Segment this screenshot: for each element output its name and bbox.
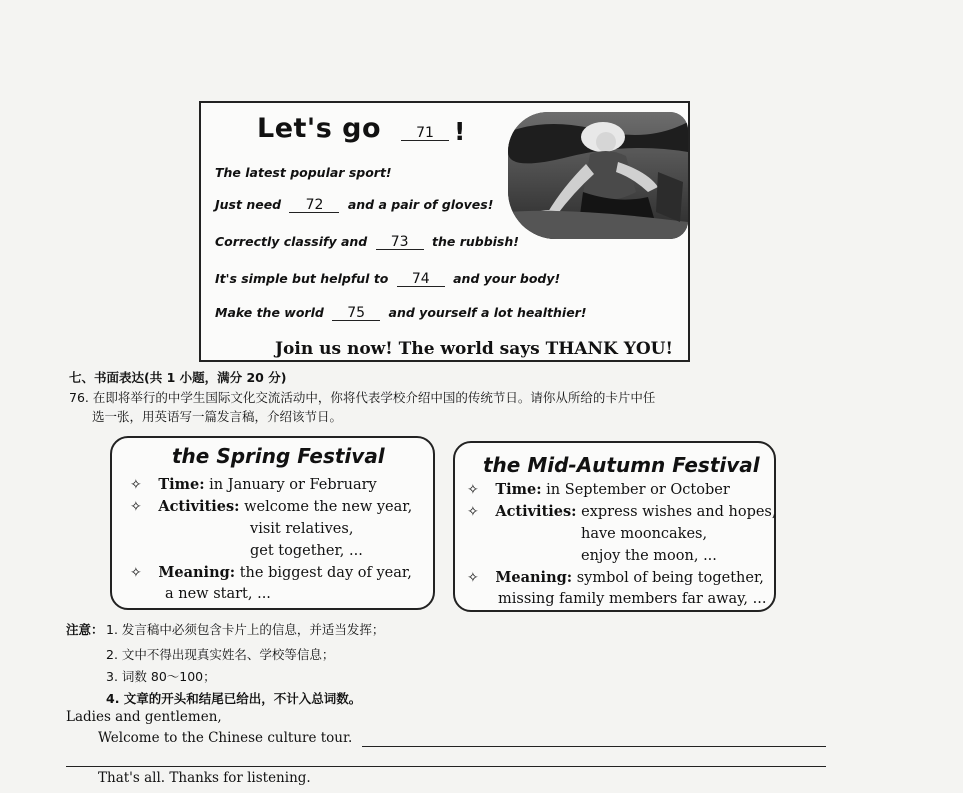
poster-line-3 xyxy=(215,234,519,250)
poster-line-text: the rubbish! xyxy=(431,234,519,249)
sparkle-icon: ✧ xyxy=(467,570,479,586)
poster-line-text: Correctly classify and xyxy=(215,234,368,249)
poster-line-text: and yourself a lot healthier! xyxy=(388,305,587,320)
poster-line-1 xyxy=(215,165,392,180)
poster-footer: Join us now! The world says THANK YOU! xyxy=(275,339,673,359)
meaning-label: Meaning: xyxy=(158,564,236,581)
sparkle-icon: ✧ xyxy=(467,482,479,498)
card-meaning-row xyxy=(130,564,412,581)
meaning-label: Meaning: xyxy=(495,569,573,586)
poster-line-2 xyxy=(215,197,493,213)
sparkle-icon: ✧ xyxy=(467,504,479,520)
card-mid-autumn-festival xyxy=(453,441,776,612)
poster-line-text: It's simple but helpful to xyxy=(215,271,389,286)
sparkle-icon: ✧ xyxy=(130,565,142,581)
card-time-row xyxy=(130,476,377,493)
card-time-row xyxy=(467,481,730,498)
meaning-value: symbol of being together, xyxy=(576,570,764,586)
poster-line-text: Make the world xyxy=(215,305,324,320)
activity-item: express wishes and hopes, xyxy=(581,504,777,520)
card-title: the Spring Festival xyxy=(172,444,385,468)
poster-exclaim: ! xyxy=(454,117,466,146)
card-title: the Mid-Autumn Festival xyxy=(483,453,760,477)
writing-line[interactable] xyxy=(66,766,826,767)
activity-item: get together, ... xyxy=(250,543,363,559)
poster-line-4 xyxy=(215,271,560,287)
activity-item: have mooncakes, xyxy=(581,526,708,542)
card-activities-row xyxy=(467,503,777,520)
activity-item: visit relatives, xyxy=(250,521,354,537)
poster-line-text: Just need xyxy=(215,197,282,212)
question-line-2: 选一张，用英语写一篇发言稿，介绍该节日。 xyxy=(92,409,343,424)
activity-item: enjoy the moon, ... xyxy=(581,548,717,564)
time-value: in September or October xyxy=(546,482,730,498)
poster xyxy=(199,101,690,362)
sparkle-icon: ✧ xyxy=(130,477,142,493)
time-label: Time: xyxy=(158,476,205,493)
notes-label: 注意： xyxy=(66,622,104,637)
note-item: 2. 文中不得出现真实姓名、学校等信息； xyxy=(106,647,335,662)
question-line-1: 76. 在即将举行的中学生国际文化交流活动中，你将代表学校介绍中国的传统节日。请你从所给的卡片中任 xyxy=(69,390,656,405)
poster-title: Let's go xyxy=(257,113,382,144)
section-heading: 七、书面表达(共 1 小题，满分 20 分) xyxy=(69,370,287,385)
time-label: Time: xyxy=(495,481,542,498)
card-meaning-row xyxy=(467,569,764,586)
poster-line-text: The latest popular sport! xyxy=(215,165,392,180)
time-value: in January or February xyxy=(209,477,377,493)
blank-72: 72 xyxy=(289,198,339,213)
note-item: 1. 发言稿中必须包含卡片上的信息，并适当发挥； xyxy=(106,622,385,637)
poster-line-text: and your body! xyxy=(453,271,561,286)
card-spring-festival xyxy=(110,436,435,610)
activity-item: welcome the new year, xyxy=(244,499,413,515)
activities-label: Activities: xyxy=(158,498,240,515)
poster-line-5 xyxy=(215,305,587,321)
card-activities-row xyxy=(130,498,412,515)
poster-line-text: and a pair of gloves! xyxy=(347,197,494,212)
activities-label: Activities: xyxy=(495,503,577,520)
blank-75: 75 xyxy=(332,306,380,321)
sparkle-icon: ✧ xyxy=(130,499,142,515)
blank-71: 71 xyxy=(401,126,449,141)
essay-closing: That's all. Thanks for listening. xyxy=(98,770,311,786)
meaning-value: the biggest day of year, xyxy=(239,565,412,581)
essay-greeting: Ladies and gentlemen, xyxy=(66,709,222,725)
note-item: 3. 词数 80～100； xyxy=(106,669,216,684)
essay-opening: Welcome to the Chinese culture tour. xyxy=(98,730,353,746)
blank-73: 73 xyxy=(376,235,424,250)
writing-line[interactable] xyxy=(362,746,826,747)
person-picking-rubbish-photo xyxy=(508,112,688,239)
meaning-cont: a new start, ... xyxy=(165,586,271,602)
note-item: 4. 文章的开头和结尾已给出，不计入总词数。 xyxy=(106,691,362,706)
meaning-cont: missing family members far away, ... xyxy=(498,591,767,607)
blank-74: 74 xyxy=(397,272,445,287)
